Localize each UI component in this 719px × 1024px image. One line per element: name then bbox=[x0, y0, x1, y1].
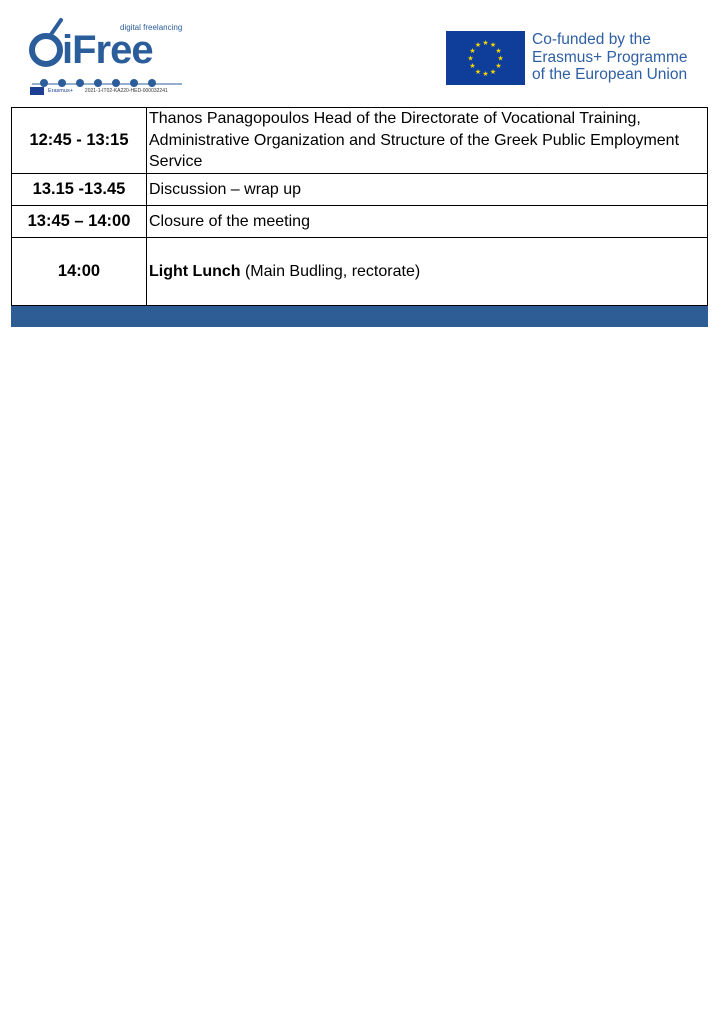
lunch-location: (Main Budling, rectorate) bbox=[240, 262, 421, 280]
description-cell bbox=[147, 238, 708, 306]
table-row bbox=[12, 174, 708, 206]
eu-funding-text bbox=[532, 31, 687, 84]
oifree-logo bbox=[28, 16, 198, 100]
erasmus-brand: Erasmus+ bbox=[48, 88, 73, 94]
svg-text:★: ★ bbox=[495, 63, 502, 70]
svg-text:★: ★ bbox=[482, 71, 489, 78]
svg-text:★: ★ bbox=[467, 55, 474, 63]
table-footer-bar bbox=[12, 306, 708, 327]
svg-text:★: ★ bbox=[482, 40, 489, 47]
description-cell: Thanos Panagopoulos Head of the Directorate of Vocational Training, Administrative Organization and Structure of the Greek Public Employment Service bbox=[147, 108, 708, 174]
time-cell: 13.15 -13.45 bbox=[12, 174, 147, 206]
eu-funding-line-2: Erasmus+ Programme bbox=[532, 48, 688, 66]
svg-text:★: ★ bbox=[489, 42, 497, 49]
eu-funding-line-1: Co-funded by the bbox=[532, 31, 651, 48]
table-row bbox=[12, 108, 708, 174]
eu-mini-flag-icon bbox=[30, 87, 44, 95]
logo-tagline: digital freelancing bbox=[120, 23, 183, 32]
eu-funding-line-3: of the European Union bbox=[532, 66, 688, 83]
time-cell: 13:45 – 14:00 bbox=[12, 206, 147, 238]
time-cell: 12:45 - 13:15 bbox=[12, 108, 147, 174]
time-cell: 14:00 bbox=[12, 238, 147, 306]
eu-funding-logo bbox=[446, 31, 702, 85]
footer-bar-cell bbox=[12, 306, 708, 327]
svg-text:★: ★ bbox=[474, 42, 482, 49]
schedule-table bbox=[11, 107, 708, 327]
table-row bbox=[12, 238, 708, 306]
table-row bbox=[12, 206, 708, 238]
erasmus-project-line bbox=[30, 87, 168, 95]
svg-text:★: ★ bbox=[469, 63, 476, 70]
svg-text:★: ★ bbox=[495, 48, 502, 55]
project-code: 2021-1-IT02-KA220-HED-000032241 bbox=[84, 88, 168, 94]
svg-text:★: ★ bbox=[497, 55, 504, 63]
logo-wordmark: iFree bbox=[62, 28, 153, 72]
svg-text:★: ★ bbox=[474, 69, 482, 76]
description-cell: Closure of the meeting bbox=[147, 206, 708, 238]
description-cell: Discussion – wrap up bbox=[147, 174, 708, 206]
svg-text:★: ★ bbox=[469, 48, 476, 55]
eu-stars-icon bbox=[446, 31, 525, 85]
eu-flag-icon bbox=[446, 31, 525, 85]
lunch-label: Light Lunch bbox=[149, 262, 241, 280]
svg-text:★: ★ bbox=[489, 69, 497, 76]
